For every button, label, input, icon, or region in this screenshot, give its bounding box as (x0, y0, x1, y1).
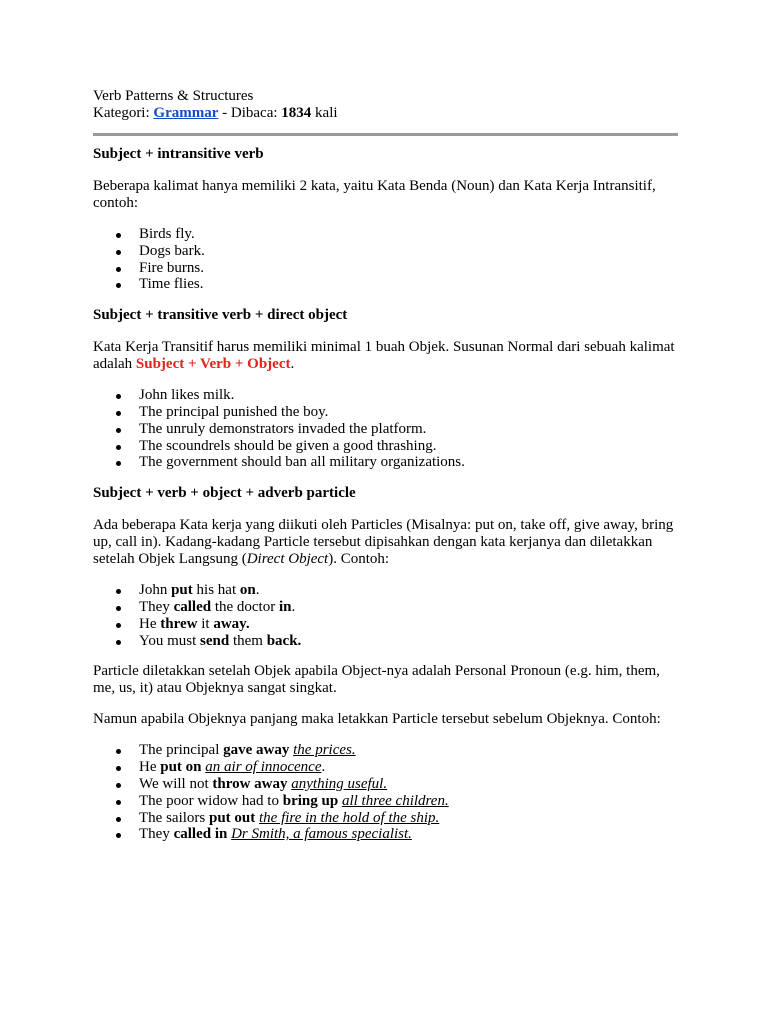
example-list-transitive (93, 387, 678, 471)
intro-end: ). Contoh: (328, 551, 390, 568)
dibaca-suffix: kali (315, 105, 338, 121)
list-item: We will not throw away anything useful. (93, 776, 678, 793)
list-item: They called the doctor in. (93, 599, 678, 616)
list-item: The poor widow had to bring up all three children. (93, 793, 678, 810)
kategori-label: Kategori: (93, 105, 150, 121)
dibaca-label: - Dibaca: (222, 105, 278, 121)
view-count: 1834 (281, 105, 312, 121)
divider (93, 133, 678, 136)
article-meta (93, 88, 678, 122)
list-item: The principal punished the boy. (93, 404, 678, 421)
list-item: The scoundrels should be given a good thrashing. (93, 438, 678, 455)
list-item: The principal gave away the prices. (93, 742, 678, 759)
list-item: The government should ban all military organizations. (93, 454, 678, 471)
list-item: Dogs bark. (93, 243, 678, 260)
section-intro-transitive (93, 339, 678, 373)
intro-text: Kata Kerja Transitif harus memiliki minimal 1 buah Objek. Susunan Normal dari sebuah kalimat adalah (93, 339, 675, 373)
list-item: He threw it away. (93, 616, 678, 633)
section-heading-intransitive: Subject + intransitive verb (93, 146, 264, 162)
particle-note-pronoun: Particle diletakkan setelah Objek apabila Object-nya adalah Personal Pronoun (e.g. him, them, me, us, it) atau Objeknya sangat singkat. (93, 663, 660, 697)
section-intro-intransitive: Beberapa kalimat hanya memiliki 2 kata, yaitu Kata Benda (Noun) dan Kata Kerja Intransitif, contoh: (93, 178, 656, 211)
section-heading-particle: Subject + verb + object + adverb particle (93, 485, 356, 502)
list-item: The unruly demonstrators invaded the platform. (93, 421, 678, 438)
list-item: John likes milk. (93, 387, 678, 404)
example-list-particle (93, 582, 678, 649)
list-item: Time flies. (93, 276, 678, 293)
particle-note-long-object: Namun apabila Objeknya panjang maka letakkan Particle tersebut sebelum Objeknya. Contoh: (93, 711, 661, 728)
intro-text: Ada beberapa Kata kerja yang diikuti oleh Particles (Misalnya: put on, take off, give away, bring up, call in). Kadang-kadang Particle tersebut dipisahkan dengan kata kerjanya dan diletakkan setelah Objek Langsung ( (93, 517, 674, 568)
intro-end: . (290, 356, 295, 373)
document-page (93, 88, 678, 843)
article-title: Verb Patterns & Structures (93, 88, 254, 104)
article-info (93, 105, 678, 122)
pattern-highlight: Subject + Verb + Object (135, 356, 291, 373)
section-intro-particle (93, 517, 678, 568)
direct-object-term: Direct Object (246, 551, 329, 568)
section-heading-transitive: Subject + transitive verb + direct object (93, 307, 348, 324)
list-item: You must send them back. (93, 633, 678, 650)
example-list-particle-before (93, 742, 678, 843)
list-item: They called in Dr Smith, a famous specialist. (93, 826, 678, 843)
example-list-intransitive (93, 226, 678, 293)
list-item: Fire burns. (93, 260, 678, 277)
list-item: He put on an air of innocence. (93, 759, 678, 776)
list-item: The sailors put out the fire in the hold of the ship. (93, 810, 678, 827)
list-item: Birds fly. (93, 226, 678, 243)
list-item: John put his hat on. (93, 582, 678, 599)
category-link-grammar[interactable]: Grammar (153, 105, 219, 121)
